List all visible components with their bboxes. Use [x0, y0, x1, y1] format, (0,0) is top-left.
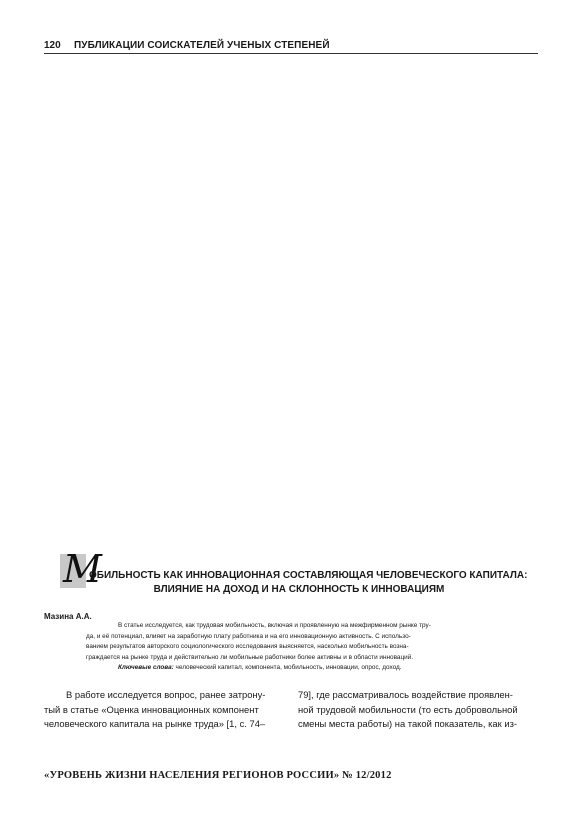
section-title: ПУБЛИКАЦИИ СОИСКАТЕЛЕЙ УЧЕНЫХ СТЕПЕНЕЙ [74, 40, 330, 51]
dropcap-letter: М [63, 547, 102, 591]
article-title [60, 547, 538, 602]
page-number: 120 [44, 40, 61, 51]
body-columns [44, 688, 538, 752]
header-rule [44, 53, 538, 54]
running-header [44, 40, 538, 54]
body-line: 79], где рассматривалось воздействие проявлен- [298, 689, 513, 700]
author-name: Мазина А.А. [44, 612, 92, 621]
left-column [44, 688, 282, 732]
keywords-label: Ключевые слова: [118, 664, 174, 672]
abstract-line: В статье исследуется, как трудовая мобильность, включая и проявленную на межфирменном рынке тру- [118, 622, 431, 629]
abstract [86, 621, 538, 674]
body-line: В работе исследуется вопрос, ранее затрону- [66, 689, 266, 700]
body-line: тый в статье «Оценка инновационных компонент [44, 703, 259, 715]
title-line-2: ВЛИЯНИЕ НА ДОХОД И НА СКЛОННОСТЬ К ИННОВАЦИЯМ [153, 584, 445, 595]
abstract-line: ванием результатов авторского социологического исследования выясняется, насколько мобильность возна- [86, 643, 409, 651]
abstract-line: граждается на рынке труда и действительно ли мобильные работники более активны и в области инноваций. [86, 653, 414, 661]
body-line: ной трудовой мобильности (то есть добровольной [298, 703, 518, 715]
title-line-1: ОБИЛЬНОСТЬ КАК ИННОВАЦИОННАЯ СОСТАВЛЯЮЩАЯ ЧЕЛОВЕЧЕСКОГО КАПИТАЛА: [89, 570, 528, 581]
keywords-text: человеческий капитал, компонента, мобильность, инновации, опрос, доход. [173, 664, 402, 672]
journal-footer: «УРОВЕНЬ ЖИЗНИ НАСЕЛЕНИЯ РЕГИОНОВ РОССИИ» № 12/2012 [44, 770, 392, 781]
body-line: смены места работы) на такой показатель, как из- [298, 718, 517, 729]
abstract-line: да, и её потенциал, влияет на заработную плату работника и на его инновационную активность. С использо- [86, 632, 411, 640]
keywords [86, 663, 538, 674]
body-line: человеческого капитала на рынке труда» [1, с. 74– [44, 718, 266, 729]
right-column [298, 688, 536, 732]
